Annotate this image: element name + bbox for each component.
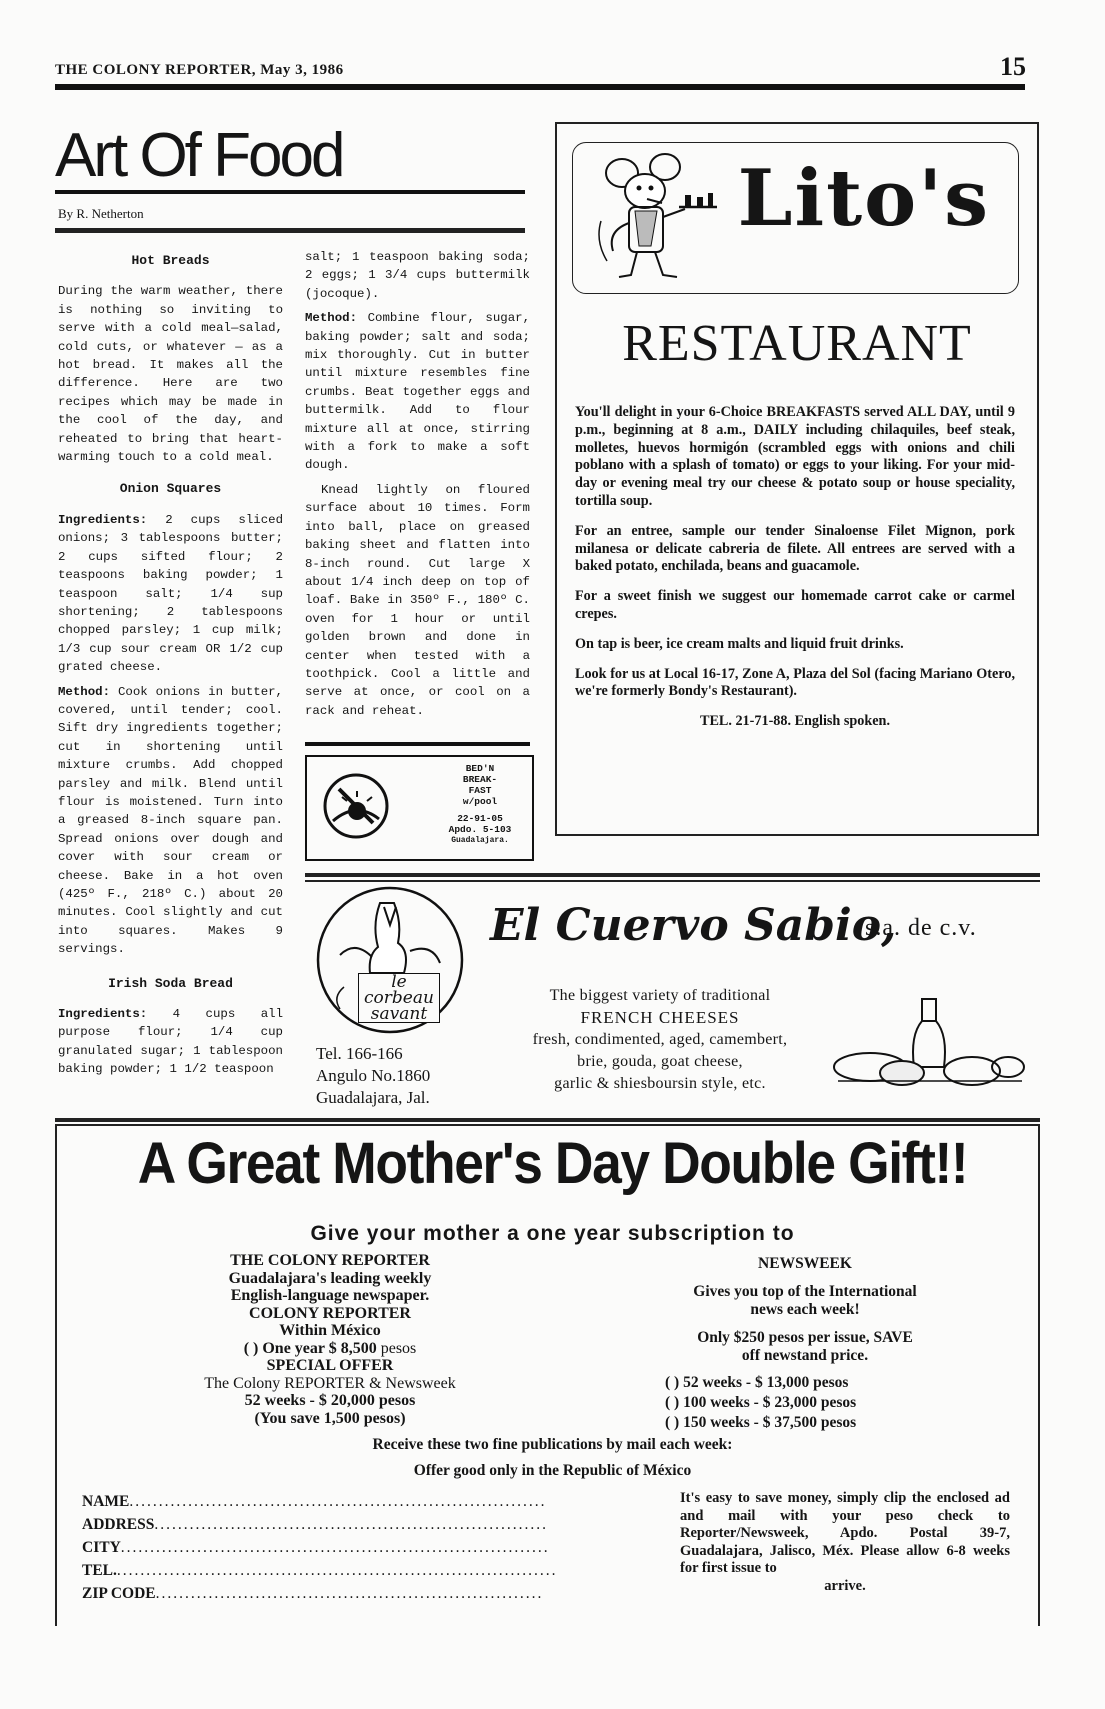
cuervo-description (500, 985, 820, 1095)
field-label: CITY (82, 1539, 121, 1556)
litos-paragraph: For an entree, sample our tender Sinaloense Filet Mignon, pork milanesa or delicate cabreria de filete. All entrees are served with a baked potato, enchilada, beans and guacamole. (575, 522, 1015, 575)
bed-ad-rule (305, 742, 530, 746)
recipe-title: Irish Soda Bread (108, 975, 233, 991)
recipe-ingredients (58, 511, 283, 677)
instructions-text: It's easy to save money, simply clip the enclosed ad and mail with your peso check to Reporter/Newsweek, Apdo. Postal 39-7, Guadalajara, Jalisco, Méx. Please allow 6-8 weeks for first issue to (680, 1490, 1010, 1576)
bed-ad-line: 22-91-05 (457, 813, 503, 824)
page-number: 15 (1000, 52, 1026, 81)
offer-line: Offer good only in the Republic of México (413, 1462, 692, 1479)
cuervo-emblem (310, 885, 470, 1040)
newsweek-offer (640, 1255, 970, 1433)
litos-name: Lito's (737, 153, 990, 244)
name-field[interactable] (82, 1490, 642, 1513)
cr-line: Guadalajara's leading weekly (228, 1269, 432, 1287)
spacer (640, 1273, 970, 1283)
city-field[interactable] (82, 1536, 642, 1559)
field-label: ADDRESS (82, 1516, 155, 1533)
restaurant-heading: RESTAURANT (622, 315, 972, 372)
field-dots: ....................................................................... (129, 1493, 547, 1510)
cheese-bottle-icon (830, 995, 1030, 1095)
gift-ad-border (1038, 1126, 1040, 1626)
cuervo-name: El Cuervo Sabio, (490, 900, 897, 951)
ingredients-label: Ingredients: (58, 512, 148, 527)
bed-ad-text (434, 763, 526, 846)
litos-paragraph: Look for us at Local 16-17, Zone A, Plaza del Sol (facing Mariano Otero, we're formerly Bondy's Restaurant). (575, 665, 1015, 700)
bed-ad-line: w/pool (462, 796, 498, 807)
field-label: NAME (82, 1493, 130, 1510)
cuervo-tel: Tel. 166-166 (316, 1044, 403, 1063)
knead-paragraph: Knead lightly on floured surface about 10 times. Form into ball, place on greased baking sheet and flatten into 8-inch round. Cut large X about 1/4 inch deep on top of loaf. Bake in 350º F., 180º C. oven for 1 hour or until golden brown and done in center when tested with a toothpick. Cool a little and serve at once, or cool on a rack and reheat. (305, 482, 530, 718)
cuervo-company-suffix: s.a. de c.v. (865, 915, 977, 941)
continuation-text: salt; 1 teaspoon baking soda; 2 eggs; 1 3/4 cups buttermilk (jocoque). (305, 250, 530, 301)
cr-line: THE COLONY REPORTER (230, 1252, 430, 1269)
masthead: THE COLONY REPORTER, May 3, 1986 (55, 62, 344, 78)
intro-paragraph: During the warm weather, there is nothing so inviting to serve with a cold meal—salad, cold cuts, or whatever — as a hot bread. It makes all the difference. Here are two recipes which may be made in the cool of the day, and reheated to bring that heart-warming touch to a cold meal. (58, 284, 283, 465)
address-field[interactable] (82, 1513, 642, 1536)
desc-line: garlic & shiesboursin style, etc. (554, 1075, 766, 1092)
gift-ad-rule (55, 1124, 1040, 1126)
cuervo-address (316, 1043, 430, 1109)
cuervo-street: Angulo No.1860 (316, 1066, 431, 1085)
nw-line: off newstand price. (741, 1347, 869, 1364)
recipe-method (305, 309, 530, 475)
tel-field[interactable] (82, 1559, 642, 1582)
bed-ad-line: FAST (468, 785, 492, 796)
article-column-2 (305, 248, 530, 726)
recipe-method (58, 683, 283, 959)
zip-field[interactable] (82, 1582, 642, 1605)
gift-title: A Great Mother's Day Double Gift!! (137, 1131, 968, 1196)
sun-logo-icon (321, 771, 391, 841)
nw-options (665, 1373, 970, 1433)
cr-option-unit: pesos (380, 1339, 417, 1357)
field-label: ZIP CODE (82, 1585, 156, 1602)
desc-line: The biggest variety of traditional (549, 987, 771, 1004)
emblem-line: le (391, 972, 407, 992)
recipe-title: Onion Squares (119, 481, 222, 497)
field-label: TEL. (82, 1562, 117, 1579)
nw-line: Only $250 pesos per issue, SAVE (697, 1329, 913, 1346)
column-rule (55, 228, 525, 233)
ingredients-label: Ingredients: (58, 1007, 148, 1022)
method-text: Cook onions in butter, covered, until tender; cool. Sift dry ingredients together; cut in shortening until mixture crumbs. Add chopped parsley and milk. Blend until flour is moistened. Turn into a greased 8-inch square pan. Spread onions over dough and cover with sour cream or cheese. Bake in a hot oven (425º F., 218º C.) about 20 minutes. Cool slightly and cut into squares. Makes 9 servings. (58, 684, 283, 957)
cuervo-ad-rule (305, 880, 1040, 882)
bed-ad-line: Apdo. 5-103 (448, 824, 512, 835)
ingredients-text: 2 cups sliced onions; 3 tablespoons butter; 2 cups sifted flour; 2 teaspoons baking powder; 1 teaspoon salt; 1/4 sup shortening; 2 tablespoons chopped parsley; 1 cup milk; 1/3 cup sour cream OR 1/2 cup grated cheese. (58, 512, 284, 675)
litos-paragraph: On tap is beer, ice cream malts and liquid fruit drinks. (575, 635, 904, 652)
gift-ad-border (55, 1126, 57, 1626)
subscription-form (82, 1490, 642, 1605)
nw-option[interactable]: ( ) 52 weeks - $ 13,000 pesos (665, 1374, 849, 1391)
field-dots: ................................................................... (154, 1516, 548, 1533)
cr-option[interactable] (120, 1340, 540, 1358)
section-heading: Hot Breads (131, 253, 210, 268)
article-column-1 (58, 248, 283, 1085)
emblem-line: savant (370, 1004, 428, 1024)
litos-telephone: TEL. 21-71-88. English spoken. (699, 713, 890, 730)
field-dots: .................................................................. (155, 1585, 544, 1602)
cuervo-city: Guadalajara, Jal. (316, 1088, 430, 1107)
instructions-last-line: arrive. (824, 1577, 866, 1594)
nw-option[interactable]: ( ) 150 weeks - $ 37,500 pesos (665, 1414, 857, 1431)
cr-line: COLONY REPORTER (249, 1304, 411, 1322)
receive-line: Receive these two fine publications by mail each week: (372, 1436, 733, 1453)
litos-body (575, 404, 1015, 731)
byline: By R. Netherton (58, 206, 144, 221)
mouse-waiter-icon (587, 151, 737, 286)
bed-breakfast-ad (305, 755, 534, 861)
cr-line: Within México (279, 1322, 381, 1339)
desc-line: brie, gouda, goat cheese, (577, 1053, 743, 1070)
litos-logo-box (572, 142, 1019, 294)
bed-ad-line: BREAK- (462, 774, 498, 785)
top-rule (55, 84, 1025, 90)
colony-reporter-offer (120, 1252, 540, 1427)
nw-line: NEWSWEEK (758, 1255, 852, 1272)
bed-ad-line: BED'N (465, 763, 495, 774)
litos-paragraph: You'll delight in your 6-Choice BREAKFASTS served ALL DAY, until 9 p.m., beginning at 8 a.m., DAILY including chilaquiles, beef steak, molletes, huevos hormigón (scrambled eggs with onions and chili poblano with a splash of tomato) or eggs to your liking. For your mid-day or evening meal try our cheese & potato soup or house speciality, tortilla soup. (575, 404, 1015, 509)
gift-subtitle: Give your mother a one year subscription to (310, 1222, 795, 1245)
gift-ad-rule (55, 1118, 1040, 1122)
field-dots: ........................................................................... (116, 1562, 558, 1579)
cuervo-ad-rule (305, 873, 1040, 877)
litos-paragraph: For a sweet finish we suggest our homemade carrot cake or carmel crepes. (575, 588, 1015, 622)
emblem-text (358, 973, 440, 1023)
cr-line: The Colony REPORTER & Newsweek (204, 1374, 456, 1392)
cr-line: (You save 1,500 pesos) (254, 1409, 406, 1427)
method-text: Combine flour, sugar, baking powder; salt and soda; mix thoroughly. Cut in butter until mixture resembles fine crumbs. Beat together eggs and buttermilk. Add to flour mixture all at once, stirring with a fork to make a soft dough. (305, 311, 531, 473)
method-label: Method: (58, 684, 111, 699)
recipe-ingredients (58, 1005, 283, 1079)
nw-line: news each week! (750, 1301, 860, 1318)
ingredients-text: 4 cups all purpose flour; 1/4 cup granulated sugar; 1 tablespoon baking powder; 1 1/2 teaspoon (58, 1007, 284, 1077)
emblem-line: corbeau (364, 988, 434, 1008)
method-label: Method: (305, 311, 358, 326)
cr-line: English-language newspaper. (230, 1287, 430, 1304)
bed-ad-line: Guadalajara. (451, 836, 509, 845)
desc-line: fresh, condimented, aged, camembert, (532, 1031, 788, 1048)
cr-line: 52 weeks - $ 20,000 pesos (244, 1392, 416, 1409)
cr-option-text: ( ) One year $ 8,500 (243, 1339, 377, 1357)
nw-option[interactable]: ( ) 100 weeks - $ 23,000 pesos (665, 1394, 857, 1411)
field-dots: ......................................................................... (120, 1539, 550, 1556)
desc-line: FRENCH CHEESES (580, 1008, 740, 1027)
spacer (640, 1319, 970, 1329)
litos-ad (555, 122, 1039, 836)
nw-line: Gives you top of the International (693, 1283, 917, 1300)
mailing-instructions (680, 1490, 1010, 1595)
title-rule (55, 190, 525, 194)
article-title: Art Of Food (55, 121, 343, 190)
cr-line: SPECIAL OFFER (266, 1357, 394, 1374)
